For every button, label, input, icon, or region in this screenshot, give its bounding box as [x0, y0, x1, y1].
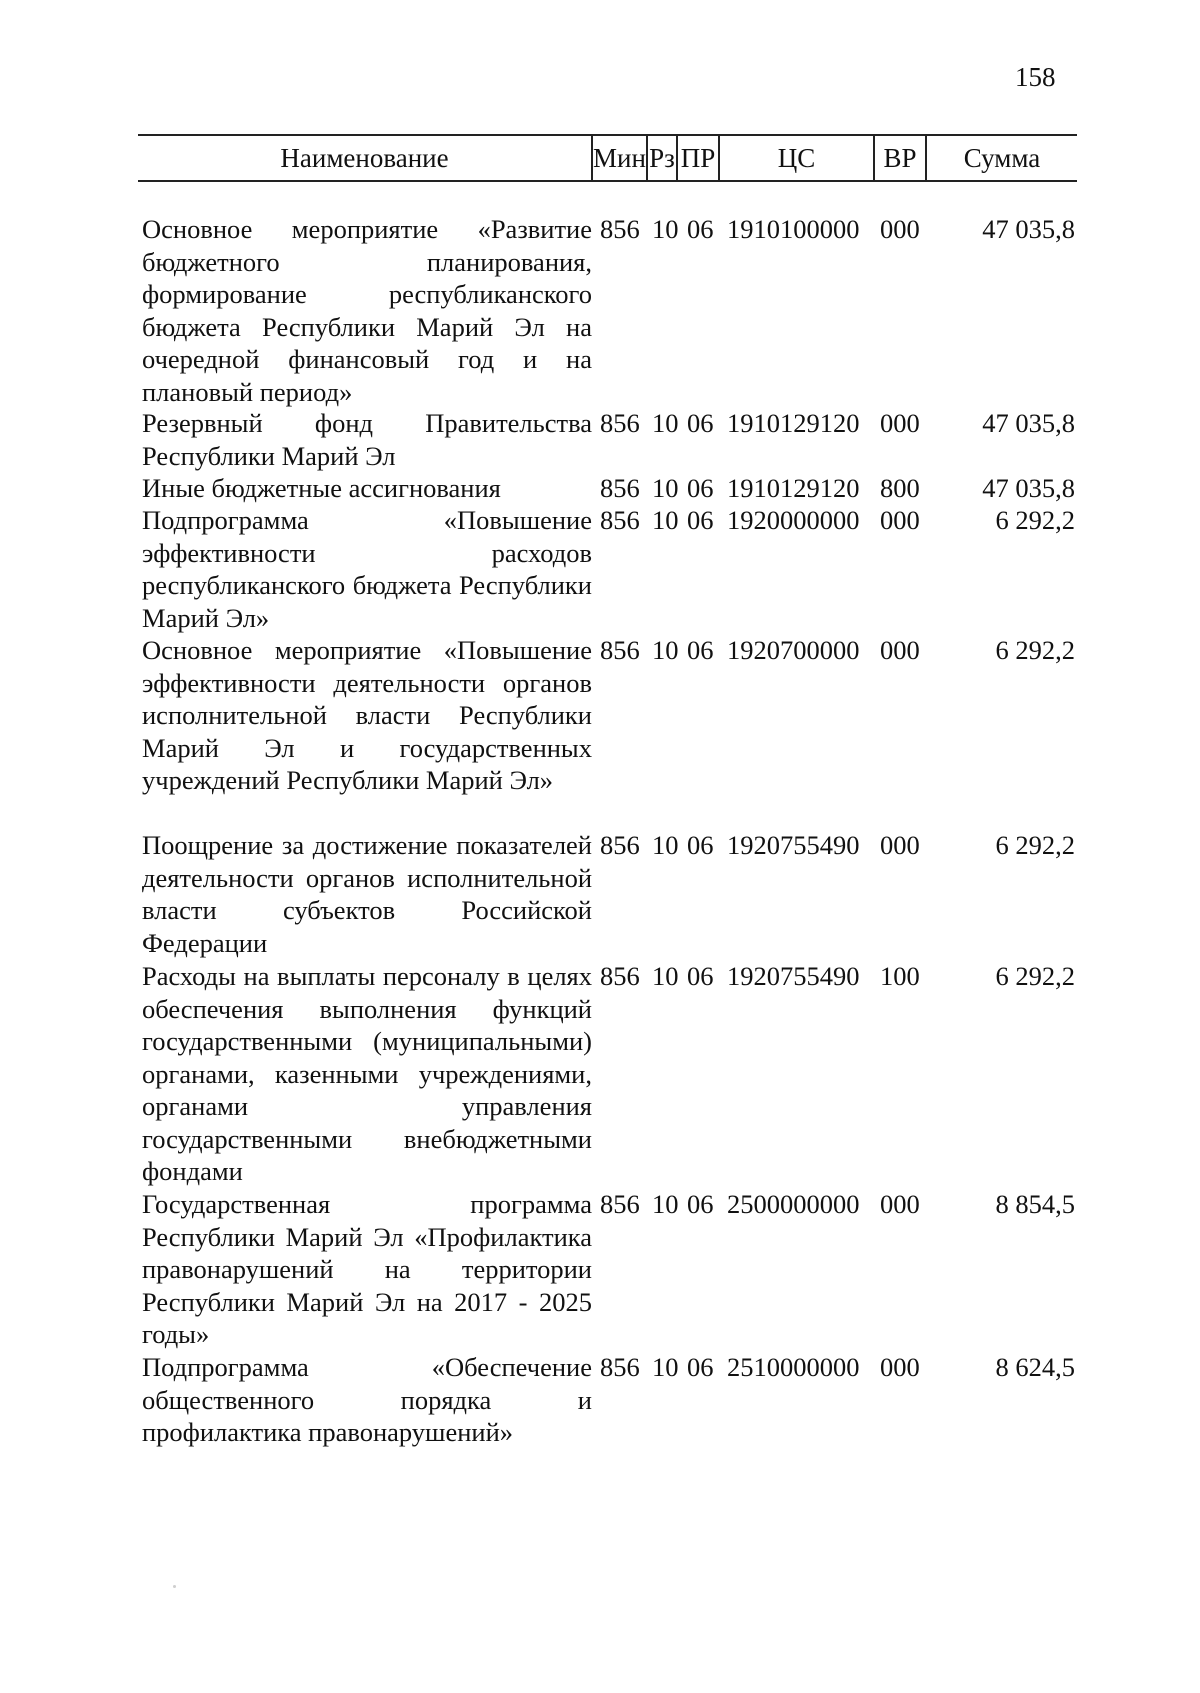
row-min: 856 [600, 1189, 640, 1219]
row-rz: 10 [652, 830, 679, 860]
row-name: Иные бюджетные ассигнования [142, 473, 501, 503]
row-cs: 1920755490 [727, 830, 860, 860]
row-min: 856 [600, 408, 640, 438]
row-min: 856 [600, 214, 640, 244]
row-cs: 1910129120 [727, 408, 860, 438]
row-name: Поощрение за достижение показателей деятельности органов исполнительной власти субъектов Российской Федерации [142, 830, 592, 958]
row-min: 856 [600, 473, 640, 503]
row-cs: 2500000000 [727, 1189, 860, 1219]
row-vr: 000 [880, 635, 920, 665]
row-name: Расходы на выплаты персоналу в целях обеспечения выполнения функций государственными (муниципальными) органами, казенными учреждениями, органами управления государственными внебюджетными фондами [142, 961, 592, 1186]
row-sum: 6 292,2 [995, 505, 1075, 535]
row-min: 856 [600, 1352, 640, 1382]
row-pr: 06 [687, 505, 714, 535]
row-sum: 8 854,5 [995, 1189, 1075, 1219]
header-pr: ПР [676, 136, 718, 180]
row-min: 856 [600, 635, 640, 665]
header-name: Наименование [280, 143, 449, 173]
row-vr: 000 [880, 1189, 920, 1219]
row-vr: 100 [880, 961, 920, 991]
row-cs: 1920755490 [727, 961, 860, 991]
row-rz: 10 [652, 635, 679, 665]
header-cs: ЦС [718, 136, 873, 180]
row-sum: 8 624,5 [995, 1352, 1075, 1382]
header-sum: Сумма [925, 136, 1077, 180]
header-min: Мин [591, 136, 646, 180]
row-rz: 10 [652, 473, 679, 503]
row-min: 856 [600, 505, 640, 535]
table-header [138, 134, 1077, 182]
row-pr: 06 [687, 408, 714, 438]
row-vr: 000 [880, 830, 920, 860]
page-number: 158 [1015, 62, 1056, 92]
row-sum: 6 292,2 [995, 830, 1075, 860]
scan-speck [173, 1585, 176, 1588]
row-min: 856 [600, 961, 640, 991]
row-rz: 10 [652, 408, 679, 438]
row-vr: 800 [880, 473, 920, 503]
row-name: Подпрограмма «Обеспечение общественного порядка и профилактика правонарушений» [142, 1352, 592, 1447]
row-name: Резервный фонд Правительства Республики Марий Эл [142, 408, 592, 471]
row-rz: 10 [652, 214, 679, 244]
row-pr: 06 [687, 473, 714, 503]
row-pr: 06 [687, 1189, 714, 1219]
row-rz: 10 [652, 1189, 679, 1219]
row-pr: 06 [687, 830, 714, 860]
row-vr: 000 [880, 1352, 920, 1382]
row-rz: 10 [652, 961, 679, 991]
row-cs: 1920000000 [727, 505, 860, 535]
row-sum: 47 035,8 [982, 214, 1075, 244]
row-rz: 10 [652, 1352, 679, 1382]
row-rz: 10 [652, 505, 679, 535]
row-min: 856 [600, 830, 640, 860]
row-vr: 000 [880, 408, 920, 438]
row-cs: 1910100000 [727, 214, 860, 244]
row-vr: 000 [880, 505, 920, 535]
row-sum: 6 292,2 [995, 961, 1075, 991]
row-pr: 06 [687, 1352, 714, 1382]
row-name: Государственная программа Республики Марий Эл «Профилактика правонарушений на территории Республики Марий Эл на 2017 - 2025 годы» [142, 1189, 592, 1349]
row-cs: 1910129120 [727, 473, 860, 503]
header-vr: ВР [873, 136, 925, 180]
row-sum: 47 035,8 [982, 408, 1075, 438]
row-cs: 2510000000 [727, 1352, 860, 1382]
row-sum: 6 292,2 [995, 635, 1075, 665]
row-sum: 47 035,8 [982, 473, 1075, 503]
row-name: Основное мероприятие «Развитие бюджетного планирования, формирование республиканского бюджета Республики Марий Эл на очередной финансовый год и на плановый период» [142, 214, 592, 407]
row-name: Основное мероприятие «Повышение эффективности деятельности органов исполнительной власти Республики Марий Эл и государственных учреждений Республики Марий Эл» [142, 635, 592, 795]
row-cs: 1920700000 [727, 635, 860, 665]
row-name: Подпрограмма «Повышение эффективности расходов республиканского бюджета Республики Марий Эл» [142, 505, 592, 633]
header-rz: Рз [646, 136, 676, 180]
row-pr: 06 [687, 961, 714, 991]
row-pr: 06 [687, 214, 714, 244]
row-vr: 000 [880, 214, 920, 244]
row-pr: 06 [687, 635, 714, 665]
